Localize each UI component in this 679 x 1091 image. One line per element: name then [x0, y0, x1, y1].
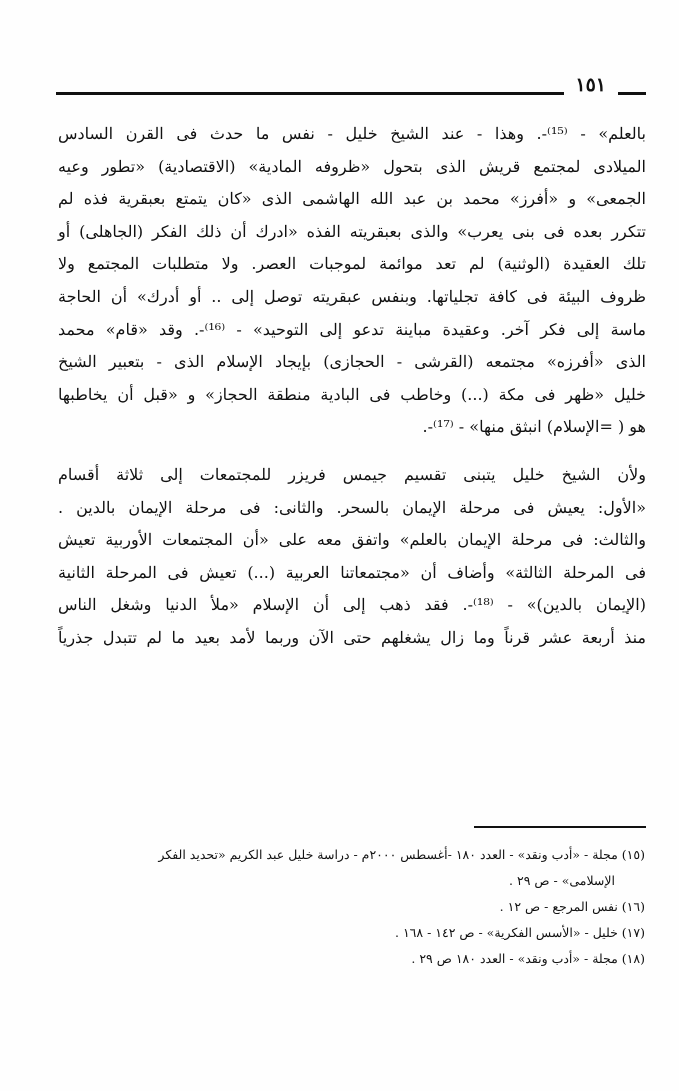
page-number: ١٥١ [575, 74, 606, 96]
text-line: ولأن الشيخ خليل يتبنى تقسيم جيمس فريزر للمجتمعات إلى ثلاثة أقسام [58, 464, 646, 484]
text-line: «الأول: يعيش فى مرحلة الإيمان بالسحر. والثانى: فى مرحلة الإيمان بالدين . [58, 497, 646, 517]
main-text [58, 118, 646, 655]
text-line: الجمعى» و «أفرز» محمد بن عبد الله الهاشمى الذى «كان يتمتع بعبقرية فذه لم [58, 189, 646, 209]
page-header [56, 66, 646, 100]
footnote-16: (١٦) نفس المرجع - ص ١٢ . [499, 899, 645, 914]
text-line: الميلادى لمجتمع قريش الذى بتحول «ظروفه المادية» (الاقتصادية) «تطور وعيه [58, 156, 646, 176]
text-line: (الإيمان بالدين)» - ⁽¹⁸⁾-. فقد ذهب إلى أن الإسلام «ملأ الدنيا وشغل الناس [58, 595, 646, 615]
text-line: هو ( =الإسلام) انبثق منها» - ⁽¹⁷⁾-. [422, 417, 646, 437]
text-line: بالعلم» - ⁽¹⁵⁾-. وهذا - عند الشيخ خليل - نفس ما حدث فى القرن السادس [58, 124, 646, 143]
header-rule-short [618, 92, 646, 95]
text-line: ظروف البيئة فى كافة تجلياتها. وبنفس عبقريته توصل إلى .. أو أدرك» أن الحاجة [58, 286, 646, 306]
footnotes [120, 842, 645, 972]
footnote-18: (١٨) مجلة - «أدب ونقد» - العدد ١٨٠ ص ٢٩ . [411, 951, 645, 966]
paragraph [58, 118, 646, 444]
text-line: والثالث: فى مرحلة الإيمان بالعلم» واتفق معه على «أن المجتمعات الأوربية تعيش [58, 530, 646, 550]
text-line: ماسة إلى فكر آخر. وعقيدة مباينة تدعو إلى التوحيد» - ⁽¹⁶⁾-. وقد «قام» محمد [58, 319, 646, 339]
header-rule [56, 92, 564, 95]
paragraph [58, 459, 646, 655]
text-line: الذى «أفرزه» مجتمعه (القرشى - الحجازى) بإيجاد الإسلام الذى - بتعبير الشيخ [58, 352, 646, 372]
text-line: تتكرر بعده فى بنى يعرب» والذى بعبقريته الفذه «ادرك أن ذلك الفكر (الجاهلى) أو [58, 221, 646, 241]
text-line: فى المرحلة الثالثة» وأضاف أن «مجتمعاتنا العربية (...) تعيش فى المرحلة الثانية [58, 562, 647, 582]
text-line: خليل «ظهر فى مكة (...) وخاطب فى البادية منطقة الحجاز» و «قبل أن يخاطبها [58, 384, 646, 404]
footnote-15: (١٥) مجلة - «أدب ونقد» - العدد ١٨٠ -أغسطس ٢٠٠٠م - دراسة خليل عبد الكريم «تحديد الفكر [158, 847, 645, 862]
footnote-17: (١٧) خليل - «الأسس الفكرية» - ص ١٤٢ - ١٦٨ . [394, 925, 645, 940]
text-line: تلك العقيدة (الوثنية) لم تعد موائمة لموجبات العصر. ولا متطلبات المجتمع ولا [58, 254, 646, 274]
footnote-15-continued: الإسلامى» - ص ٢٩ . [509, 873, 615, 888]
footnote-divider [474, 826, 646, 828]
text-line: منذ أربعة عشر قرناً وما زال يشغلهم حتى الآن وربما لأمد بعيد ما لم تتبدل جذرياً [58, 627, 646, 647]
